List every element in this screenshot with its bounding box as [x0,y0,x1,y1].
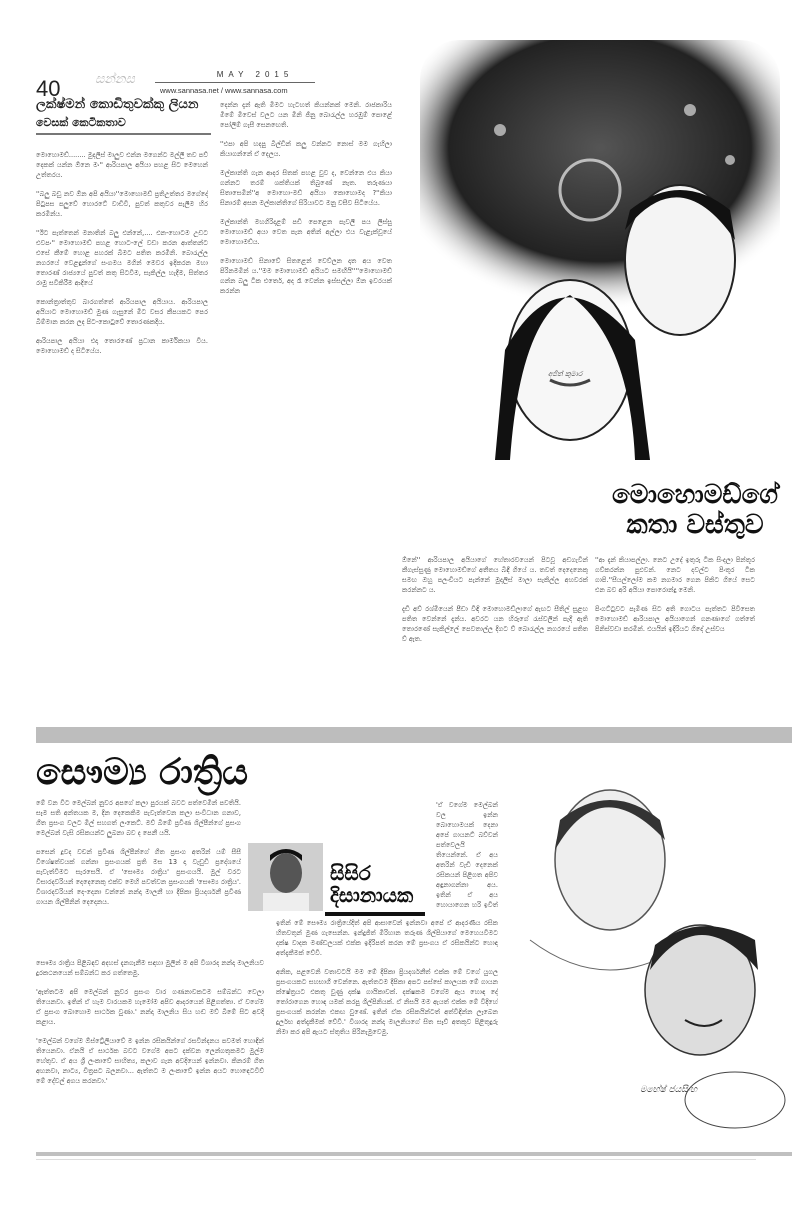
paragraph: 'ඒ වගේම මෙල්බන් වල ඉන්න බොහොමයක් දෙනා අපේ ගායනට් බව්වන් පත්වෙලයි තියෙන්නේ. ඒ අය අතරින් වැඩි දෙනෙක් රසිකයන් පිළිගත අපිව අඳුනාගන්නා අය. ඉතින් ඒ අය හොයාගෙන හරි ඉවිත් [436,801,498,909]
artist-signature: මහේෂ් ජයසිංහ [640,1085,698,1095]
paragraph: කොන්ත්‍රාත්තුව බාරගත්තේ ආරියපාල අයියාය. ආරියපාල අයියාට මොහොමඩ් මුණ ගැසුනේ මීට වසර කීපයකට පෙර බිම්මාන කරන ලද පිට-කොටුවේ තොරණකදීය. [36,298,208,326]
paragraph: දෙන්න දැන් ඇති මිමට හැටහත් කියන්නක් මෙනි. රාජකාරිය මිමේ මිවෙස් වලට යන මිනි ජීනු බොරැල්ල හරඹුම් පොළේ පෝලිම් ගැසී සෙනඟෙති. [220,101,392,129]
story1-title: මොහොමඩ්ගේ කතා වස්තුව [612,480,778,540]
paragraph: ''බලු බඩු නව ඕන අපි අයියා''මොහොමඩ් ප්‍රතිඋත්තර මගේදේ පිටුපස පලුවේ හොරටේ වාඩිවී, පුවත් කතුවර පැලීම හිර කරමින්ය. [36,190,208,218]
paragraph: ''ආ දැන් කියාපල්ලා. නෙට උදේ ඉතුරු ටික සිංදලා පින්තූර ගව්කරන්න පුළුවන්. නෙට දවල්ට පිංතූර ටික ගාපි.''සීයල්ලෝම කම නගමාර ගෙන පිකිට ගියේ සෙට එන බව අරි අයියා පොරොන්දු මෙනි. [595,556,755,594]
paragraph: මල්කාන්ති මහගිරිදළම් පඩි පෙළෙන පැවලී පය ලිස්සු මොහොමඩ් අයා වෙත පැන අතින් අල්ලා එය වැළැක්වූයේ මොහොමඩ්ය. [220,218,392,246]
byline-underline [325,912,425,916]
paragraph: අනික, පළවෙනි වතාවටයි මම මේ දීපිකා ප්‍රියදර්ශනීත් එක්ක මේ වගේ යුගල ප්‍රසංගයකට සහභාගී වෙන්නෙ. ඇත්තටම දීපිකා අපට පස්සේ කාලයක මේ ගායන ක්ෂේත්‍රයට එකතු වුණු දක්ෂ ගායිකාවක්. දක්ෂකම වගේම ඇය හොඳ දේ තෝරාගෙන හොඳ යමක් කරපු ශිල්පිනියක්. ඒ නිසයි මම ඇයත් එක්ක මේ විදිහේ ප්‍රසංගයක් කරන්න එකඟ වුණේ. ඉතින් ඒක රසිකයින්ටත් අත්විඳින්න ලැබෙන දුර්ලභ අත්දැකීමක් වේවි.' විශාරද නන්දා මාලනියගේ සිත සෑව් අතකුව පිළිතුදුරු නිමා කර අපි ඇයට ස්තුතිය පිරිනැමුවෙමු. [276,968,498,1036]
story1-author-line: ලක්ෂ්මන් කොඩිතුවක්කු ලියන [36,97,199,112]
story2-column-1-top [36,798,241,950]
paragraph: පිංගට්ටුවට පැමිණ සිට අති ගොටය පැත්තට පිවිසෙත මොහොමඩ් ආරියපාල අයියාගෙන් ගනණාගේ ගත්තේ පිනිස්වඩා කරමින්. එයයින් ඉදිරියට ගිදේ උස්වය [595,605,755,633]
paragraph: දැඩි අව් රශ්මියෙන් පීඩා විඳි මොහොමඩ්ලාගේ ඇඟට සීතිල් සුළඟ පතිත වෙන්නේ දැන්ය. අවරට යන හිරුගේ රැස්වලින් පැදී ඇති තොරණේ සැකිල්ලේ පෙවතාල්ල දිගට ව් බොරැල්ල නගරයේ පතිත ව් ඇත. [402,605,588,643]
page-number: 40 [36,76,61,101]
paragraph: ඕනේ'' ආරියපාල අයියාගේ හේතාරවයෙන් පිටවූ අඩගැවින් කීගැස්සුණු මොහොමඩ්ගේ අතීතය බිඳී ගියේ ය. තවත් දෙදෙනෙකු සමඟ ඔහු පලංචියට පැන්නේ මුදලිස් මාලා සැකිල්ල අහවරක් කරන්නට ය. [402,556,588,594]
story1-column-2 [220,100,392,710]
paragraph: ''ඊට පැත්තෙන් මනාතින් බලු එන්නේ,.... එන-හොටම උඩට එවපං'' මොහොමඩ් පහළ හොට-ලේ වඩා කරන ආත්තන්ට එසේ කීමේ හොළ පහරක් බිමට පතිත කරමිනි. බොරැල්ල නගරයේ වෙළඳුන්ගේ සංගමය මගින් මෙවර ඉදිකරන මහා තොරණ් රාජ්‍යයේ පුවත් කතු සිටවීම, සැකිල්ල හැදීම, සිත්තර රාමු සවිකිරීම ආදියේ [36,229,208,287]
story1-column-4 [595,555,755,715]
paragraph: මොහොමඩ් සිනාවේ සිතළෙන් වෙව්ලන දාත අය වෙත පිරිනමමින් ය.''මම මොහොමඩ් අයියට සමඟීයි''''මොහොමඩ් ගන්න බලු ටික එතෙර්, අද රෑ වෙන්න ඉස්සල්ලා ඕන ඉවරයක් කරන්න [220,257,392,295]
paragraph: මේ වන විට මෙල්බන් නුවර අපගේ කලා පුරයක් බවට පත්වෙමින් පවතියි. සෑම සති අන්තයක ම, දින දෙකෙකිම පැවැත්වෙන කලා සංවිධාන ගනාව, ගීත ප්‍රසංග වලට මිල් සහගත් ලංකෙට්. මව් බිමේ ප්‍රවීණ ශිල්පීන්ගේ ප්‍රසංග මෙල්බන් වැසි රසිකයන්ට ලුබනා බව ද පෙනී යයි. [36,799,241,837]
paragraph: 'ඇත්තටම අපි මෙල්බන් නුවර ප්‍රසංග වාර ගණනාවකටම සම්බන්ධ වෙලා තියෙනවා. ඉතින් ඒ හැම වාරයකම හැමෝම අපිව ආදරයෙන් පිළිගත්තා. ඒ වගේම ඒ ප්‍රසංග බොහොම සාර්ථක වුණා.' නන්දා මාලනිය සිය හඬ මව් බිමේ සිට අවදි කළාය. [36,988,264,1026]
paragraph: 'මෙල්බන් වගේම ඕස්ට්‍රේලියාවේ ම ඉන්න රසිකයින්ගේ රසවින්දනය පවමත් හොඳින් තියෙනවා. ඒනයි ඒ සාර්ථක බවට වගේම අපට දක්වන ලෙන්ගතුකමට මුල්ම හේතුව. ඒ අය ශ්‍රී ලංකාවේ සාහිත්‍ය, කලාව ගැන අවදියෙන් ඉන්නවා. කිනරම් ගීත අහනවා, නාට්‍ය, චිත්‍රපට බලනවා... ඇත්තට ම ලංකාවේ ඉන්න අයට හොඳෙටවිව් මේ දේවල් අගය කරනවා.' [36,1037,264,1085]
paragraph: ''එපා අපි හදපු බිල්ඩින් කලු වන්නට නොස් මම ගැහිලා කියාගන්නේ ඒ දෙලය. [220,140,392,158]
publication-logo: සන්නස [95,72,135,87]
story2-byline: සිසිර දිසානායක [330,861,414,907]
footer-divider [36,1152,792,1156]
couple-illustration [400,40,792,480]
person-portrait-icon [248,843,323,911]
header-divider [155,82,315,83]
website-link[interactable]: www.sannasa.net / www.sannasa.com [160,86,288,95]
paragraph: ඉතින් මේ සෞම්‍ය රාත්‍රියේදිත් අපි ආසාවෙන් ඉන්නවා අපේ ඒ ආදරණීය රසික හිතවතුන් මුණ ගැසෙන්න. ඉන්දුජිත් මීරිහාන තරුණ ශිල්පියාගේ මෙහෙයවීමට දක්ෂ වාදක මණ්ඩලයක් එක්ක ඉදිරිපත් කරන මේ ප්‍රසංගය ඒ රසිකයින්ට හොඳ අත්දැකීමක් වේවි. [276,919,498,957]
story1-kicker: වෙසක් කෙටිකතාව [36,116,126,129]
story1-rule [36,133,211,135]
footer-thin-rule [36,1159,756,1160]
author-photo [248,843,323,911]
story2-column-2 [276,918,498,1146]
paragraph: මොහොමඩ්........ මුදලිස් මාලුව එන්න මගෙන්ට මල්ලී තව පව් දෙකක් යන්න ඕනෙ මං'' ආරියපාල අයියා පහළ සිට මෙහෙන් උත්තරය. [36,151,208,179]
issue-date: MAY 2015 [216,70,294,79]
story1-column-1 [36,150,208,710]
paragraph: මල්කාන්ති ගැන ආදර සිතක් පහළ වුව ද, වෙන්නෙ එය කියා ගන්නට තරම් ශක්තියක් තිබුණේ නැත. තරුණයා සිතාසෙමින්''අ මොහො-මඩ් අයියා කොහොමද ?''කියා සිනාරම් අසන මල්කාන්තිගේ සිරියාවට මනු වසීව සිටියේය. [220,169,392,207]
story2-title: සෞම්‍ය රාත්‍රිය [36,752,249,793]
paragraph: ආරියපාල අයියා එදා තොරණේ ප්‍රධාන කාර්මිකයා විය. මොහොමඩ් ද සිටියේය. [36,337,208,355]
story1-column-3 [402,555,588,715]
story2-column-2-top [436,800,498,910]
paragraph: සෞම්‍ය රාත්‍රිය පිළිබඳව අදහස් දැනගැනීම සඳහා මුලින් ම අපි විශාරද නන්දා මාලනියව දුරකථනයෙන් සම්බන්ධ කර ගත්තෙමු. [36,959,264,977]
illustrator-signature: අජිත් කුමාර [548,370,583,378]
story2-column-1-bottom [36,958,264,1148]
paragraph: පසෙන් දූවද වචන් ප්‍රවීණ ශිල්පීන්ගේ ගීත ප්‍රසංග අතරින් යම් සීසී විශේෂත්වයක් ගන්නා ප්‍රසංගයක් ප්‍රති මස 13 දා වැඩුඩී ප්‍රදේශයේ පැවැත්වීමට සැරසෙයි. ඒ 'සෞම්‍ය රාත්‍රිය' ප්‍රසංගයයි. මුල් වරට වීසාරදවරියන් දෙදෙනෙකු එක්ව මෙහි පවත්වන ප්‍රසංගයකි 'සෞම්‍ය රාත්‍රිය'. වීශාරදවරියන් දෙ-දෙනා වන්නේ නන්දා මාලනී හා දීපිකා ප්‍රියදර්ශනී ප්‍රවීණ ගායන ශිල්පීනින් දෙදෙනය. [36,848,241,906]
section-divider [36,727,792,743]
